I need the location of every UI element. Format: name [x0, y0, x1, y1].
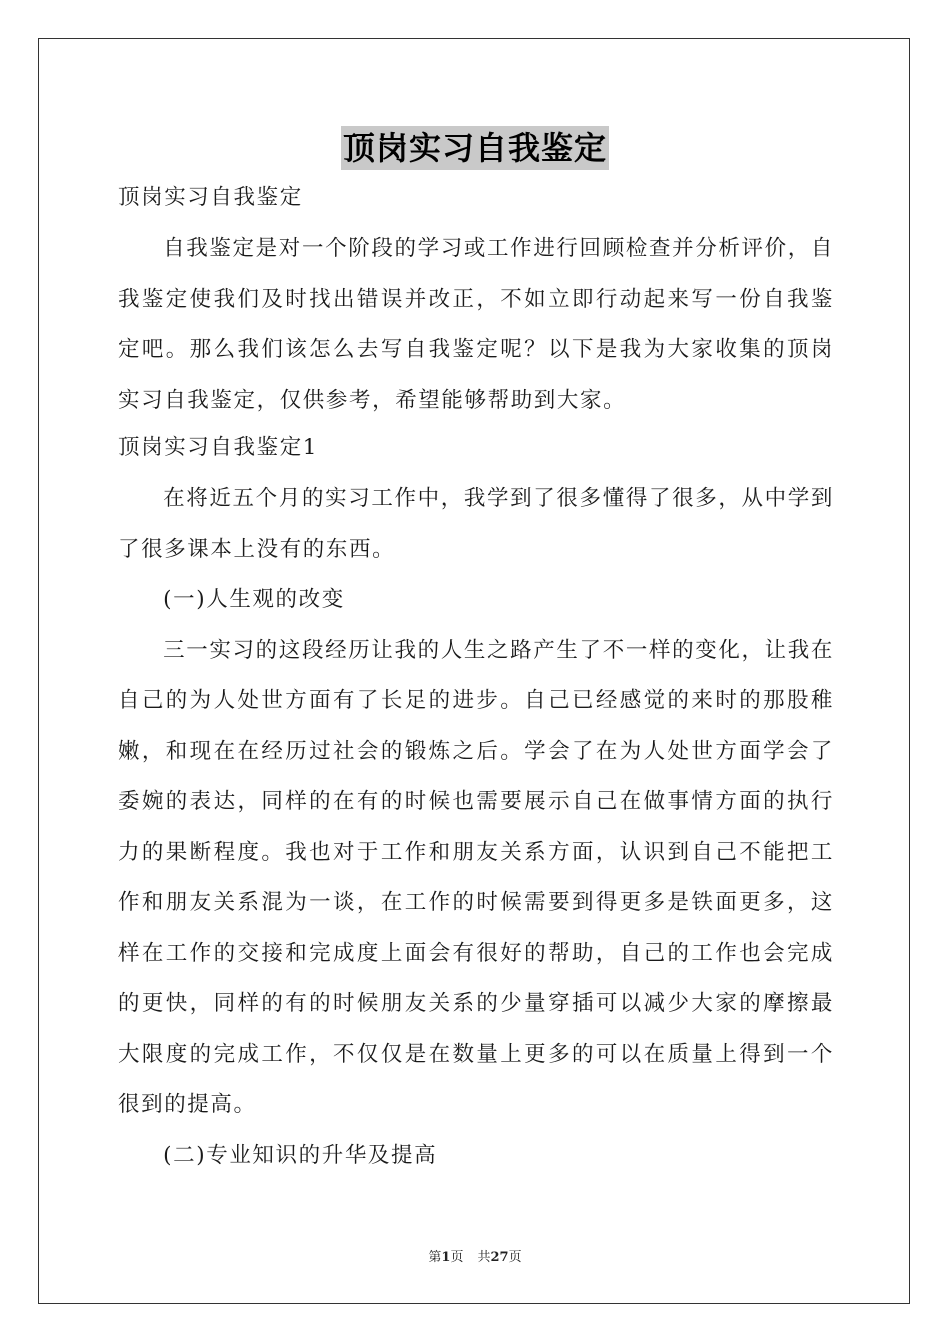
title-container — [0, 126, 950, 170]
subsection-heading-2: (二)专业知识的升华及提高 — [163, 1142, 438, 1168]
subsection-heading-1: (一)人生观的改变 — [163, 587, 345, 612]
body-paragraph-long: 三一实习的这段经历让我的人生之路产生了不一样的变化，让我在自己的为人处世方面有了长足的进步。自己已经感觉的来时的那股稚嫩，和现在在经历过社会的锻炼之后。学会了在为人处世方面学会了委婉的表达，同样的在有的时候也需要展示自己在做事情方面的执行力的果断程度。我也对于工作和朋友关系方面，认识到自己不能把工作和朋友关系混为一谈，在工作的时候需要到得更多是铁面更多，这样在工作的交接和完成度上面会有很好的帮助，自己的工作也会完成的更快，同样的有的时候朋友关系的少量穿插可以减少大家的摩擦最大限度的完成工作，不仅仅是在数量上更多的可以在质量上得到一个很到的提高。 — [118, 637, 834, 1117]
total-pages: 27 — [490, 1250, 509, 1265]
section-heading: 顶岗实习自我鉴定 — [118, 185, 303, 210]
body-paragraph: 在将近五个月的实习工作中，我学到了很多懂得了很多，从中学到了很多课本上没有的东西。 — [118, 486, 834, 562]
page-number: 1 — [441, 1250, 451, 1265]
section-heading-1: 顶岗实习自我鉴定1 — [118, 435, 319, 460]
page-footer — [0, 1246, 950, 1265]
page-suffix: 页 — [450, 1250, 464, 1265]
document-title: 顶岗实习自我鉴定 — [341, 126, 609, 170]
intro-paragraph: 自我鉴定是对一个阶段的学习或工作进行回顾检查并分析评价，自我鉴定使我们及时找出错误并改正，不如立即行动起来写一份自我鉴定吧。那么我们该怎么去写自我鉴定呢？以下是我为大家收集的顶岗实习自我鉴定，仅供参考，希望能够帮助到大家。 — [118, 236, 834, 413]
total-suffix: 页 — [508, 1250, 522, 1265]
page-prefix: 第 — [428, 1250, 442, 1265]
total-prefix: 共 — [477, 1250, 491, 1265]
document-body — [118, 176, 834, 1181]
